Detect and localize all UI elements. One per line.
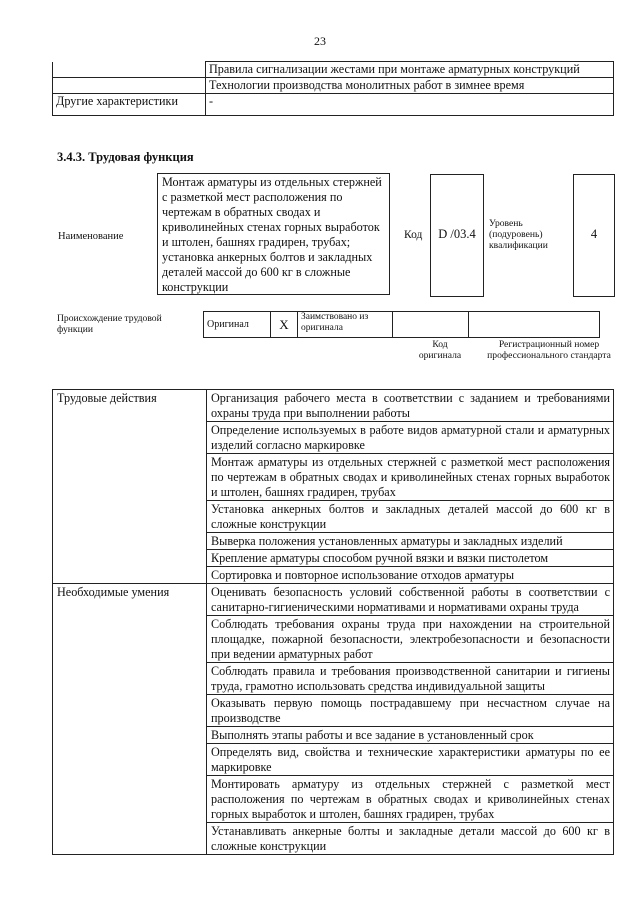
detail-item: Определять вид, свойства и технические характеристики арматуры по ее маркировке (207, 744, 614, 776)
borrowed-label: Заимствовано из оригинала (298, 312, 393, 338)
code-value: D /03.4 (438, 227, 476, 241)
section-label: Необходимые умения (53, 584, 207, 855)
row-value: Технологии производства монолитных работ в зимнее время (206, 78, 614, 94)
page-number: 23 (314, 34, 326, 48)
code-box (430, 174, 484, 297)
detail-item: Установка анкерных болтов и закладных деталей массой до 600 кг в сложные конструкции (207, 501, 614, 533)
row-label: Другие характеристики (53, 94, 206, 116)
section-heading: 3.4.3. Трудовая функция (57, 150, 194, 164)
detail-item: Соблюдать требования охраны труда при нахождении на строительной площадке, пожарной безопасности, электробезопасности и безопасности при ведении арматурных работ (207, 616, 614, 663)
table-row (53, 584, 614, 616)
original-label: Оригинал (204, 312, 271, 338)
level-label: Уровень (подуровень) квалификации (489, 218, 548, 251)
level-box (573, 174, 615, 297)
section-label: Трудовые действия (53, 390, 207, 584)
detail-item: Организация рабочего места в соответствии с заданием и требованиями охраны труда при выполнении работы (207, 390, 614, 422)
name-label: Наименование (58, 231, 124, 242)
detail-item: Сортировка и повторное использование отходов арматуры (207, 567, 614, 584)
code-original-caption: Код оригинала (418, 339, 462, 361)
origin-table (203, 311, 600, 338)
knowledge-table (52, 61, 614, 116)
function-name: Монтаж арматуры из отдельных стержней с разметкой мест расположения по чертежам в обратных сводах и криволинейных стенах горных выработок и штолен, башнях градирен, трубах; установка анкерных болтов и закладных деталей массой до 600 кг в сложные конструкции (157, 173, 390, 295)
table-row (53, 62, 614, 78)
row-value: Правила сигнализации жестами при монтаже арматурных конструкций (206, 62, 614, 78)
detail-item: Крепление арматуры способом ручной вязки и вязки пистолетом (207, 550, 614, 567)
details-table (52, 389, 614, 855)
reg-number-cell (469, 312, 600, 338)
code-label: Код (404, 229, 423, 241)
detail-item: Устанавливать анкерные болты и закладные детали массой до 600 кг в сложные конструкции (207, 823, 614, 855)
reg-number-caption: Регистрационный номер профессионального стандарта (487, 339, 611, 361)
detail-item: Оценивать безопасность условий собственной работы в соответствии с санитарно-гигиеническими нормативами и нормативами охраны труда (207, 584, 614, 616)
table-row (53, 94, 614, 116)
detail-item: Оказывать первую помощь пострадавшему при несчастном случае на производстве (207, 695, 614, 727)
original-mark: X (271, 312, 298, 338)
detail-item: Соблюдать правила и требования производственной санитарии и гигиены труда, грамотно использовать средства индивидуальной защиты (207, 663, 614, 695)
origin-label: Происхождение трудовой функции (57, 313, 162, 335)
code-original-cell (393, 312, 469, 338)
row-value: - (206, 94, 614, 116)
table-row (53, 390, 614, 422)
detail-item: Выверка положения установленных арматуры и закладных изделий (207, 533, 614, 550)
detail-item: Монтировать арматуру из отдельных стержней с разметкой мест расположения по чертежам в обратных сводах и криволинейных стенах горных выработок и штолен, башнях градирен, трубах (207, 776, 614, 823)
level-value: 4 (590, 227, 598, 241)
row-label (53, 62, 206, 78)
detail-item: Монтаж арматуры из отдельных стержней с разметкой мест расположения по чертежам в обратных сводах и криволинейных стенах горных выработок и штолен, башнях градирен, трубах (207, 454, 614, 501)
table-row (53, 78, 614, 94)
detail-item: Выполнять этапы работы и все задание в установленный срок (207, 727, 614, 744)
detail-item: Определение используемых в работе видов арматурной стали и арматурных изделий согласно маркировке (207, 422, 614, 454)
row-label (53, 78, 206, 94)
